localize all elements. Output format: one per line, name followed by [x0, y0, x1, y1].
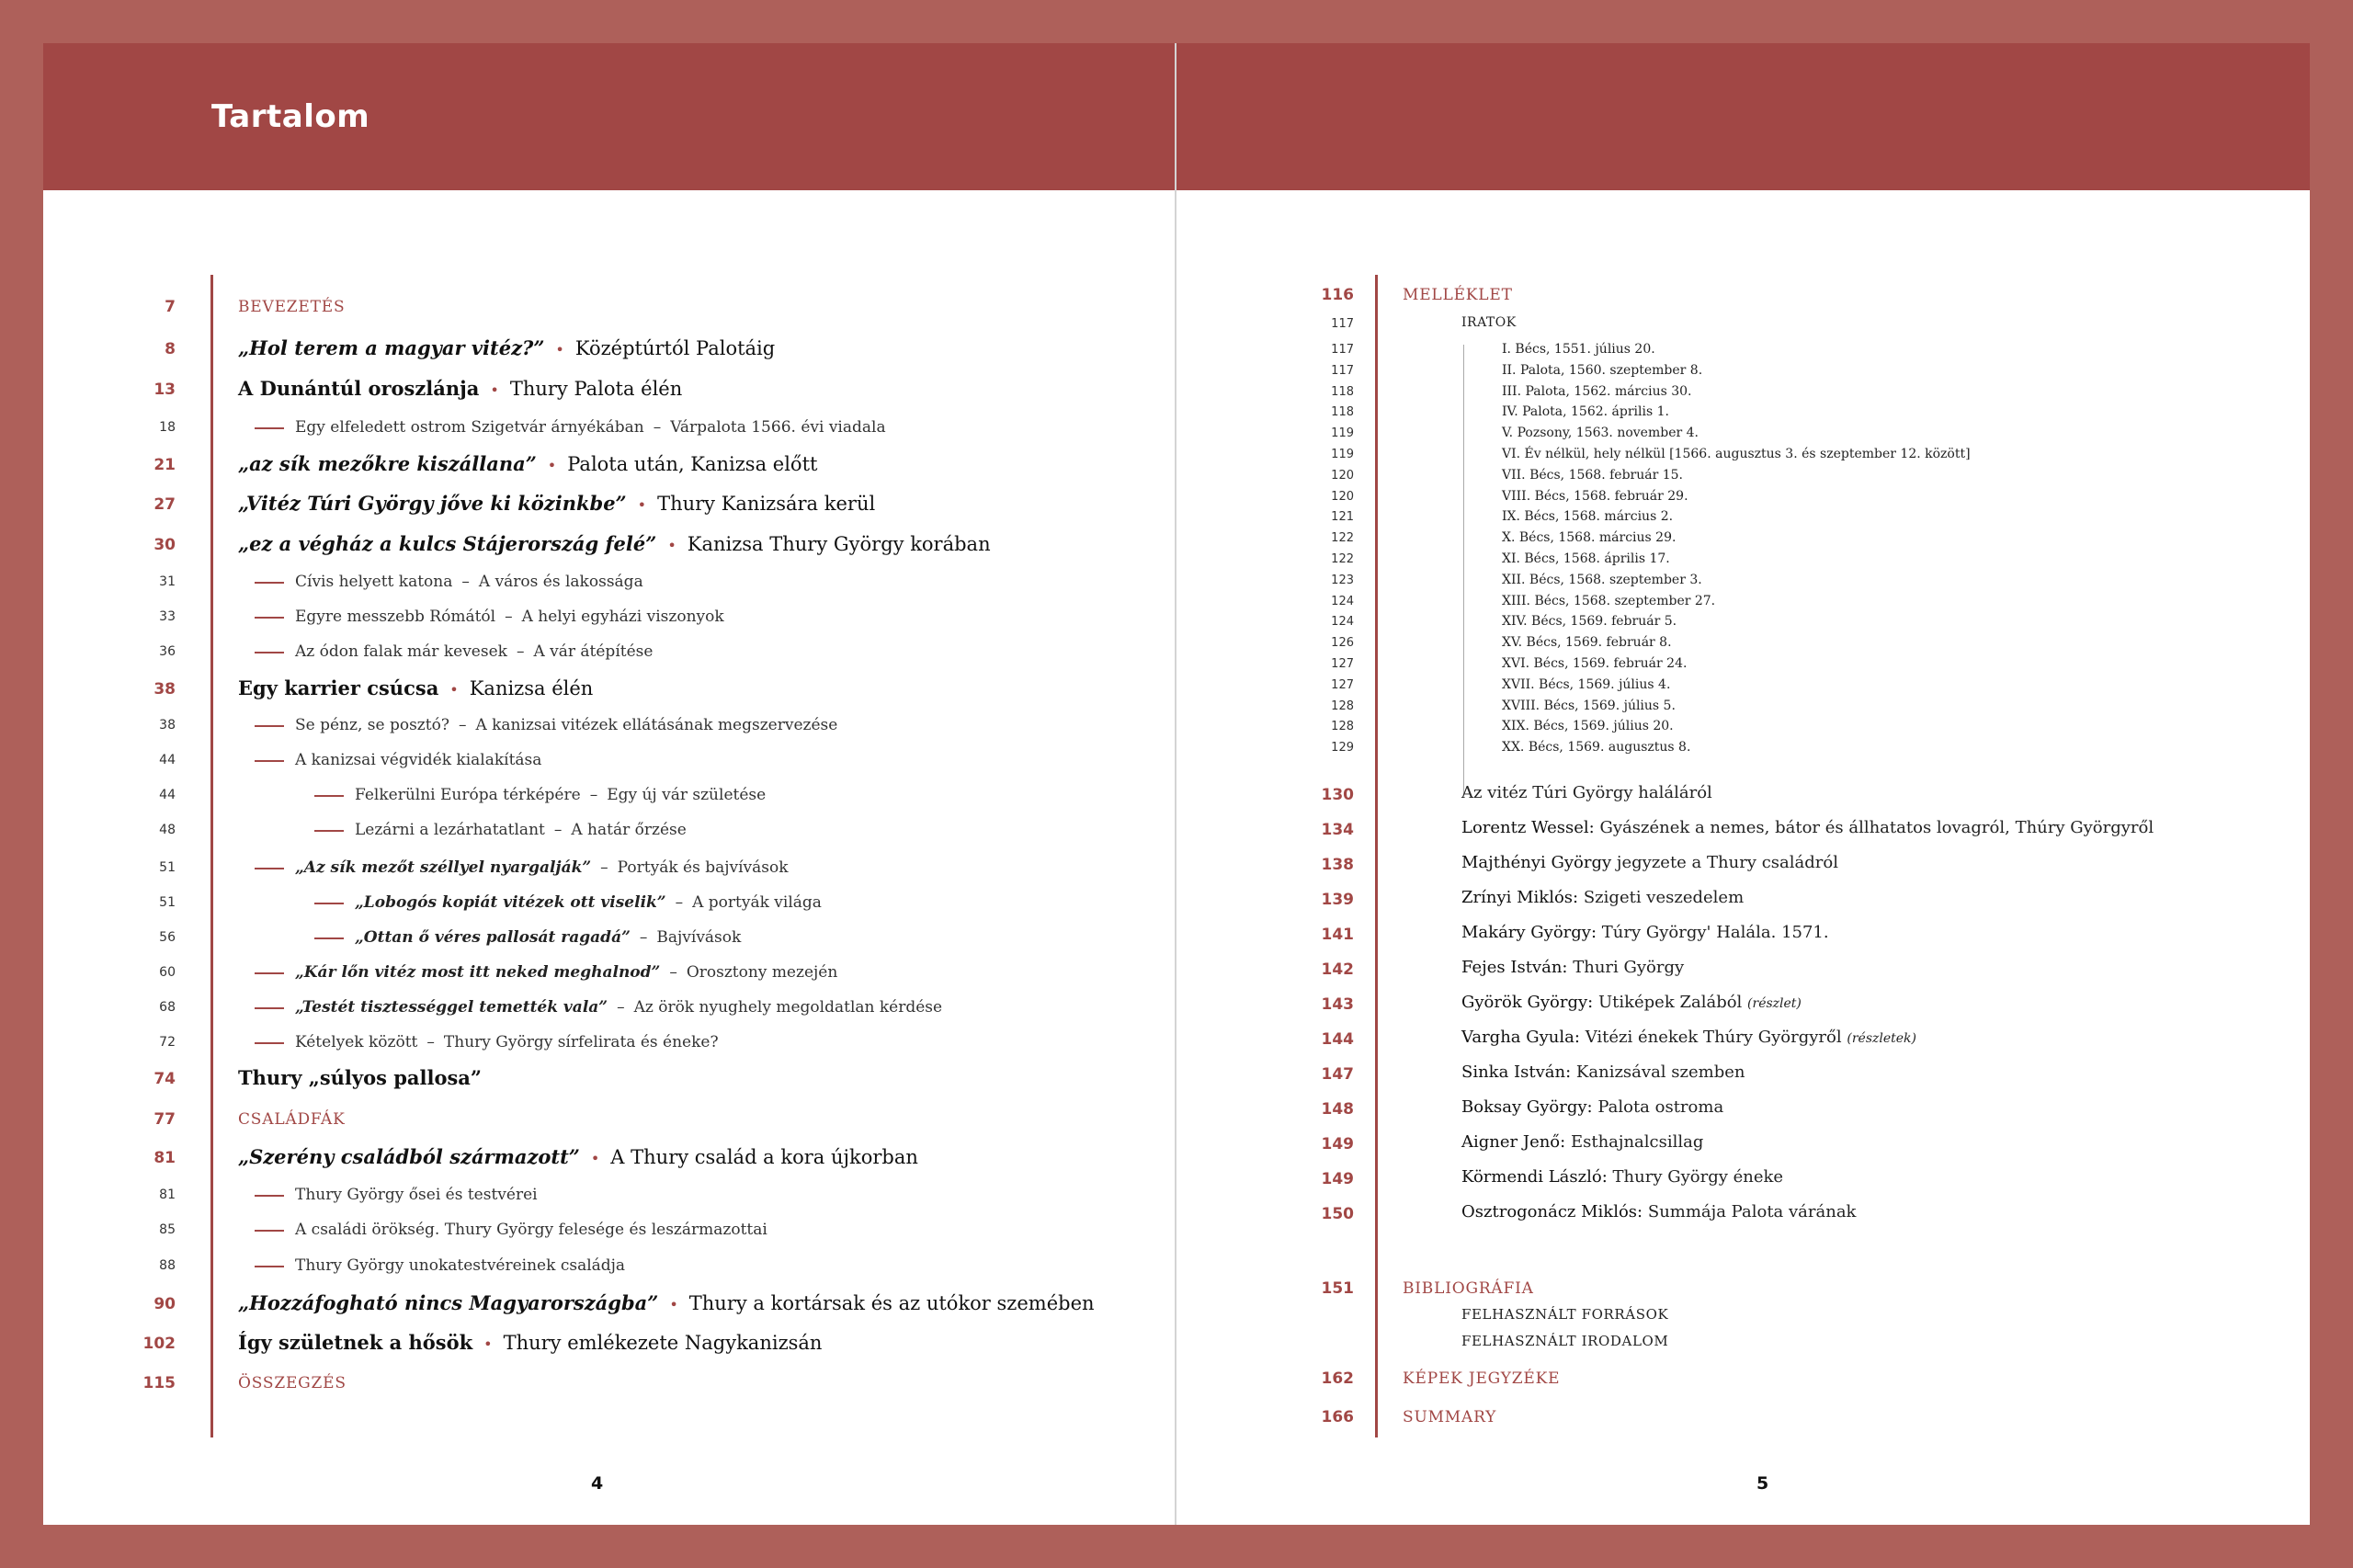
book-spread — [43, 43, 2310, 1525]
dash-separator: – — [426, 1033, 435, 1051]
toc-subchapter — [255, 1186, 538, 1204]
toc-document: XX. Bécs, 1569. augusztus 8. — [1502, 740, 1691, 756]
toc-page-number: 166 — [1321, 1408, 1354, 1426]
toc-subchapter-title: Se pénz, se posztó? — [295, 716, 449, 734]
toc-page-number: 116 — [1321, 286, 1354, 304]
toc-document: VII. Bécs, 1568. február 15. — [1502, 467, 1683, 483]
dash-marker — [314, 830, 344, 832]
toc-page-number: 117 — [1331, 343, 1354, 357]
toc-subchapter — [314, 786, 766, 804]
appendix-author: Zrínyi Miklós: — [1461, 888, 1579, 907]
appendix-title: Utiképek Zalából — [1597, 993, 1743, 1012]
bullet-separator: • — [490, 381, 499, 399]
toc-page-number: 120 — [1331, 489, 1354, 504]
dash-marker — [255, 1042, 284, 1044]
dash-separator: – — [553, 821, 563, 839]
toc-subchapter-subtitle: A portyák világa — [692, 893, 822, 912]
appendix-title: Palota ostroma — [1597, 1097, 1724, 1117]
toc-subchapter-subtitle: Thury György sírfelirata és éneke? — [443, 1033, 719, 1051]
toc-subchapter-subtitle: A kanizsai vitézek ellátásának megszervezése — [475, 716, 838, 734]
toc-appendix-item — [1461, 993, 1802, 1012]
toc-chapter-title: „Hozzáfogható nincs Magyarországba” — [238, 1291, 659, 1314]
toc-subchapter-title: „Testét tisztességgel temették vala” — [295, 998, 608, 1017]
toc-subchapter-title: A kanizsai végvidék kialakítása — [295, 751, 542, 769]
bullet-separator: • — [555, 341, 564, 358]
dash-separator: – — [669, 963, 677, 982]
toc-subchapter-title: „Lobogós kopiát vitézek ott viselik” — [355, 893, 666, 912]
toc-section-heading: MELLÉKLET — [1403, 286, 1513, 304]
appendix-author: Körmendi László: — [1461, 1167, 1608, 1187]
toc-page-number: 44 — [159, 788, 176, 802]
toc-page-number: 121 — [1331, 510, 1354, 525]
toc-subchapter — [255, 751, 541, 769]
dash-marker — [255, 1007, 284, 1009]
toc-page-number: 122 — [1331, 552, 1354, 566]
toc-subchapter-subtitle: Várpalota 1566. évi viadala — [670, 418, 886, 437]
toc-chapter — [238, 1331, 822, 1354]
toc-subchapter — [314, 928, 741, 947]
toc-appendix-item — [1461, 1028, 1916, 1047]
appendix-title: Thuri György — [1573, 958, 1685, 977]
toc-subchapter — [255, 573, 643, 591]
toc-chapter-title: „Szerény családból származott” — [238, 1145, 580, 1168]
toc-chapter-subtitle: Kanizsa Thury György korában — [687, 533, 991, 555]
toc-page-number: 147 — [1321, 1065, 1354, 1084]
appendix-author: Fejes István: — [1461, 958, 1568, 977]
toc-bibliography-item: FELHASZNÁLT FORRÁSOK — [1461, 1306, 1669, 1323]
toc-subchapter — [255, 1221, 767, 1239]
dash-separator: – — [600, 858, 608, 877]
toc-appendix-item — [1461, 923, 1829, 942]
toc-page-number: 120 — [1331, 468, 1354, 483]
toc-page-number: 31 — [159, 574, 176, 589]
dash-separator: – — [458, 716, 467, 734]
toc-subchapter-title: Lezárni a lezárhatatlant — [355, 821, 545, 839]
toc-subchapter-subtitle: Bajvívások — [656, 928, 742, 947]
toc-subchapter — [314, 821, 687, 839]
toc-page-number: 68 — [159, 1000, 176, 1015]
toc-appendix-item — [1461, 1132, 1703, 1152]
toc-page-number: 21 — [153, 456, 176, 474]
toc-page-number: 115 — [142, 1374, 176, 1392]
toc-subchapter — [255, 1256, 625, 1275]
toc-page-number: 129 — [1331, 741, 1354, 756]
toc-subchapter — [255, 418, 886, 437]
toc-page-number: 149 — [1321, 1170, 1354, 1188]
toc-subchapter-subtitle: A vár átépítése — [533, 642, 654, 661]
toc-document: I. Bécs, 1551. július 20. — [1502, 342, 1655, 357]
appendix-author: Majthényi György — [1461, 853, 1612, 872]
left-toc-rule — [210, 275, 213, 1437]
appendix-title: Vitézi énekek Thúry Györgyről — [1585, 1028, 1842, 1047]
toc-chapter-title: Egy karrier csúcsa — [238, 676, 439, 699]
toc-page-number: 128 — [1331, 699, 1354, 713]
appendix-author: Vargha Gyula: — [1461, 1028, 1580, 1047]
dash-marker — [255, 427, 284, 429]
appendix-title: Kanizsával szemben — [1575, 1062, 1745, 1082]
dash-marker — [255, 582, 284, 584]
appendix-title: Gyászének a nemes, bátor és állhatatos lovagról, Thúry Györgyről — [1599, 818, 2154, 837]
toc-document: XIII. Bécs, 1568. szeptember 27. — [1502, 593, 1716, 608]
toc-section-heading: CSALÁDFÁK — [238, 1110, 346, 1129]
appendix-author: Györök György: — [1461, 993, 1594, 1012]
toc-chapter-subtitle: Palota után, Kanizsa előtt — [567, 453, 818, 475]
toc-page-number: 33 — [159, 609, 176, 624]
toc-appendix-item — [1461, 888, 1744, 907]
dash-separator: – — [516, 642, 525, 661]
toc-page-number: 143 — [1321, 995, 1354, 1014]
bullet-separator: • — [483, 1335, 493, 1353]
appendix-title: Summája Palota várának — [1647, 1202, 1857, 1221]
bullet-separator: • — [449, 681, 459, 699]
toc-document: IV. Palota, 1562. április 1. — [1502, 404, 1669, 420]
appendix-title: Thury György éneke — [1612, 1167, 1784, 1187]
header-band — [43, 43, 2310, 190]
toc-page-number: 38 — [153, 680, 176, 699]
toc-subchapter — [255, 963, 837, 982]
toc-page-number: 149 — [1321, 1135, 1354, 1153]
toc-page-number: 127 — [1331, 677, 1354, 692]
toc-section-heading: KÉPEK JEGYZÉKE — [1403, 1369, 1561, 1388]
toc-chapter-title: „Hol terem a magyar vitéz?” — [238, 336, 545, 359]
appendix-author: Boksay György: — [1461, 1097, 1593, 1117]
appendix-title: Az vitéz Túri György haláláról — [1461, 783, 1712, 802]
toc-page-number: 139 — [1321, 891, 1354, 909]
toc-page-number: 117 — [1331, 363, 1354, 378]
toc-chapter — [238, 1066, 482, 1089]
toc-subchapter-subtitle: A város és lakossága — [478, 573, 643, 591]
dash-separator: – — [653, 418, 662, 437]
dash-marker — [255, 1266, 284, 1267]
bullet-separator: • — [667, 537, 676, 554]
toc-page-number: 122 — [1331, 531, 1354, 546]
toc-page-number: 13 — [153, 381, 176, 399]
toc-chapter — [238, 377, 682, 400]
dash-marker — [255, 1195, 284, 1197]
appendix-title: Esthajnalcsillag — [1570, 1132, 1704, 1152]
toc-subchapter — [314, 893, 822, 912]
toc-subchapter-title: Egyre messzebb Rómától — [295, 608, 496, 626]
dash-separator: – — [675, 893, 684, 912]
toc-page-number: 119 — [1331, 426, 1354, 441]
toc-page-number: 51 — [159, 895, 176, 910]
toc-subchapter — [255, 1033, 719, 1051]
appendix-author: Makáry György: — [1461, 923, 1597, 942]
appendix-title: Szigeti veszedelem — [1583, 888, 1745, 907]
dash-marker — [255, 725, 284, 727]
toc-subchapter-title: „Kár lőn vitéz most itt neked meghalnod” — [295, 963, 661, 982]
toc-document: XIV. Bécs, 1569. február 5. — [1502, 614, 1677, 630]
toc-subchapter — [255, 642, 653, 661]
toc-page-number: 74 — [153, 1070, 176, 1088]
toc-subchapter-title: Thury György unokatestvéreinek családja — [295, 1256, 626, 1275]
toc-document: XIX. Bécs, 1569. július 20. — [1502, 719, 1674, 734]
toc-page-number: 60 — [159, 965, 176, 980]
toc-chapter — [238, 336, 775, 359]
toc-appendix-item — [1461, 1202, 1856, 1221]
appendix-author: Osztrogonácz Miklós: — [1461, 1202, 1643, 1221]
left-page-number: 4 — [591, 1473, 604, 1494]
toc-document: XV. Bécs, 1569. február 8. — [1502, 635, 1672, 651]
toc-chapter-subtitle: Thury emlékezete Nagykanizsán — [503, 1332, 823, 1354]
toc-page-number: 130 — [1321, 786, 1354, 804]
toc-page-number: 142 — [1321, 960, 1354, 979]
toc-subchapter-subtitle: Portyák és bajvívások — [617, 858, 789, 877]
toc-chapter — [238, 1291, 1095, 1314]
toc-page-number: 148 — [1321, 1100, 1354, 1119]
bullet-separator: • — [669, 1296, 678, 1313]
toc-page-number: 81 — [159, 1187, 176, 1202]
toc-appendix-item — [1461, 1097, 1723, 1117]
toc-subchapter-title: Cívis helyett katona — [295, 573, 453, 591]
toc-appendix-item — [1461, 818, 2154, 837]
toc-appendix-item — [1461, 853, 1838, 872]
bullet-separator: • — [590, 1150, 600, 1167]
appendix-note: (részlet) — [1747, 996, 1802, 1011]
toc-bibliography-item: FELHASZNÁLT IRODALOM — [1461, 1333, 1669, 1349]
toc-chapter-title: A Dunántúl oroszlánja — [238, 377, 480, 400]
toc-appendix-item — [1461, 783, 1712, 802]
toc-page-number: 134 — [1321, 821, 1354, 839]
toc-page-number: 72 — [159, 1035, 176, 1050]
toc-subchapter-title: Kételyek között — [295, 1033, 418, 1051]
toc-subchapter-subtitle: Orosztony mezején — [686, 963, 838, 982]
dash-marker — [255, 652, 284, 653]
toc-document: V. Pozsony, 1563. november 4. — [1502, 426, 1699, 441]
toc-chapter-subtitle: Thury Palota élén — [509, 378, 683, 400]
toc-page-number: 118 — [1331, 384, 1354, 399]
dash-separator: – — [617, 998, 625, 1017]
toc-document: XII. Bécs, 1568. szeptember 3. — [1502, 572, 1702, 587]
toc-document: X. Bécs, 1568. március 29. — [1502, 530, 1677, 546]
toc-page-number: 56 — [159, 930, 176, 945]
toc-page-number: 27 — [153, 495, 176, 514]
toc-subsection-heading: IRATOK — [1461, 315, 1517, 330]
toc-page-number: 44 — [159, 753, 176, 767]
toc-subchapter-title: Felkerülni Európa térképére — [355, 786, 581, 804]
toc-chapter — [238, 1145, 918, 1168]
toc-page-number: 123 — [1331, 573, 1354, 587]
toc-chapter-title: „az sík mezőkre kiszállana” — [238, 452, 537, 475]
toc-subchapter-title: „Az sík mezőt széllyel nyargalják” — [295, 858, 592, 877]
toc-document: VI. Év nélkül, hely nélkül [1566. augusztus 3. és szeptember 12. között] — [1502, 447, 1971, 461]
dash-marker — [314, 937, 344, 939]
toc-subchapter-title: A családi örökség. Thury György felesége és leszármazottai — [295, 1221, 767, 1239]
toc-page-number: 124 — [1331, 615, 1354, 630]
toc-subchapter — [255, 716, 837, 734]
appendix-author: Lorentz Wessel: — [1461, 818, 1595, 837]
toc-page-number: 90 — [153, 1295, 176, 1313]
toc-chapter-subtitle: Kanizsa élén — [469, 677, 594, 699]
toc-page-number: 8 — [165, 340, 176, 358]
toc-page-number: 85 — [159, 1222, 176, 1237]
toc-page-number: 127 — [1331, 657, 1354, 671]
toc-page-number: 138 — [1321, 856, 1354, 874]
toc-subchapter-subtitle: Egy új vár születése — [607, 786, 767, 804]
toc-page-number: 30 — [153, 536, 176, 554]
bullet-separator: • — [547, 457, 557, 474]
toc-page-number: 151 — [1321, 1279, 1354, 1298]
dash-marker — [255, 972, 284, 974]
dash-marker — [255, 1230, 284, 1232]
dash-marker — [314, 903, 344, 904]
toc-section-heading: BIBLIOGRÁFIA — [1403, 1279, 1534, 1298]
toc-subchapter — [255, 998, 942, 1017]
page-gutter — [1175, 43, 1176, 1525]
toc-subchapter-subtitle: A határ őrzése — [571, 821, 687, 839]
toc-subchapter-title: Egy elfeledett ostrom Szigetvár árnyékában — [295, 418, 644, 437]
toc-document: XVI. Bécs, 1569. február 24. — [1502, 656, 1688, 671]
toc-subchapter-subtitle: A helyi egyházi viszonyok — [521, 608, 724, 626]
toc-subchapter — [255, 858, 789, 877]
toc-page-number: 38 — [159, 718, 176, 733]
toc-section-heading: ÖSSZEGZÉS — [238, 1374, 347, 1392]
dash-marker — [255, 760, 284, 762]
right-page-number: 5 — [1756, 1473, 1769, 1494]
dash-marker — [314, 795, 344, 797]
toc-subchapter-title: „Ottan ő véres pallosát ragadá” — [355, 928, 631, 947]
toc-page-number: 7 — [165, 298, 176, 316]
toc-section-heading: SUMMARY — [1403, 1408, 1497, 1426]
toc-chapter — [238, 492, 875, 515]
dash-separator: – — [461, 573, 470, 591]
toc-chapter — [238, 532, 991, 555]
documents-rule — [1463, 345, 1464, 795]
toc-subchapter-title: Az ódon falak már kevesek — [295, 642, 507, 661]
toc-section-heading: BEVEZETÉS — [238, 298, 346, 316]
toc-chapter — [238, 452, 817, 475]
dash-separator: – — [589, 786, 598, 804]
toc-page-number: 162 — [1321, 1369, 1354, 1388]
toc-document: XI. Bécs, 1568. április 17. — [1502, 551, 1670, 566]
toc-page-number: 128 — [1331, 720, 1354, 734]
appendix-title: jegyzete a Thury családról — [1616, 853, 1838, 872]
toc-page-number: 36 — [159, 644, 176, 659]
toc-page-number: 126 — [1331, 636, 1354, 651]
toc-chapter-subtitle: Thury Kanizsára kerül — [657, 493, 876, 515]
toc-chapter-subtitle: Középtúrtól Palotáig — [574, 337, 776, 359]
toc-page-number: 77 — [153, 1110, 176, 1129]
bullet-separator: • — [637, 496, 647, 514]
toc-document: IX. Bécs, 1568. március 2. — [1502, 509, 1674, 525]
toc-page-number: 81 — [153, 1149, 176, 1167]
toc-document: XVIII. Bécs, 1569. július 5. — [1502, 698, 1676, 713]
toc-document: VIII. Bécs, 1568. február 29. — [1502, 488, 1688, 504]
toc-page-number: 119 — [1331, 448, 1354, 461]
toc-subchapter-title: Thury György ősei és testvérei — [295, 1186, 538, 1204]
toc-page-number: 124 — [1331, 594, 1354, 608]
dash-separator: – — [639, 928, 648, 947]
toc-page-number: 150 — [1321, 1205, 1354, 1223]
toc-chapter-title: „ez a végház a kulcs Stájerország felé” — [238, 532, 657, 555]
appendix-note: (részletek) — [1847, 1031, 1916, 1046]
toc-document: XVII. Bécs, 1569. július 4. — [1502, 676, 1671, 692]
toc-subchapter — [255, 608, 724, 626]
toc-appendix-item — [1461, 1062, 1745, 1082]
toc-document: II. Palota, 1560. szeptember 8. — [1502, 362, 1703, 378]
toc-chapter-title: Thury „súlyos pallosa” — [238, 1066, 482, 1089]
toc-page-number: 141 — [1321, 926, 1354, 944]
toc-page-number: 51 — [159, 860, 176, 875]
appendix-title: Túry György' Halála. 1571. — [1601, 923, 1829, 942]
toc-chapter-subtitle: Thury a kortársak és az utókor szemében — [688, 1292, 1095, 1314]
toc-page-number: 117 — [1331, 317, 1354, 331]
dash-marker — [255, 617, 284, 619]
toc-appendix-item — [1461, 1167, 1783, 1187]
toc-subchapter-subtitle: Az örök nyughely megoldatlan kérdése — [633, 998, 943, 1017]
toc-chapter-title: „Vitéz Túri György jőve ki közinkbe” — [238, 492, 627, 515]
toc-appendix-item — [1461, 958, 1684, 977]
appendix-author: Sinka István: — [1461, 1062, 1572, 1082]
page-title: Tartalom — [211, 98, 370, 135]
toc-page-number: 48 — [159, 823, 176, 837]
toc-page-number: 118 — [1331, 405, 1354, 420]
toc-page-number: 18 — [159, 420, 176, 435]
toc-page-number: 144 — [1321, 1030, 1354, 1049]
right-toc-rule — [1375, 275, 1378, 1437]
toc-chapter-title: Így születnek a hősök — [238, 1331, 473, 1354]
toc-document: III. Palota, 1562. március 30. — [1502, 383, 1692, 399]
toc-page-number: 88 — [159, 1258, 176, 1273]
dash-marker — [255, 868, 284, 869]
toc-chapter-subtitle: A Thury család a kora újkorban — [610, 1146, 918, 1168]
dash-separator: – — [505, 608, 513, 626]
toc-chapter — [238, 676, 593, 699]
appendix-author: Aigner Jenő: — [1461, 1132, 1566, 1152]
toc-page-number: 102 — [142, 1335, 176, 1353]
